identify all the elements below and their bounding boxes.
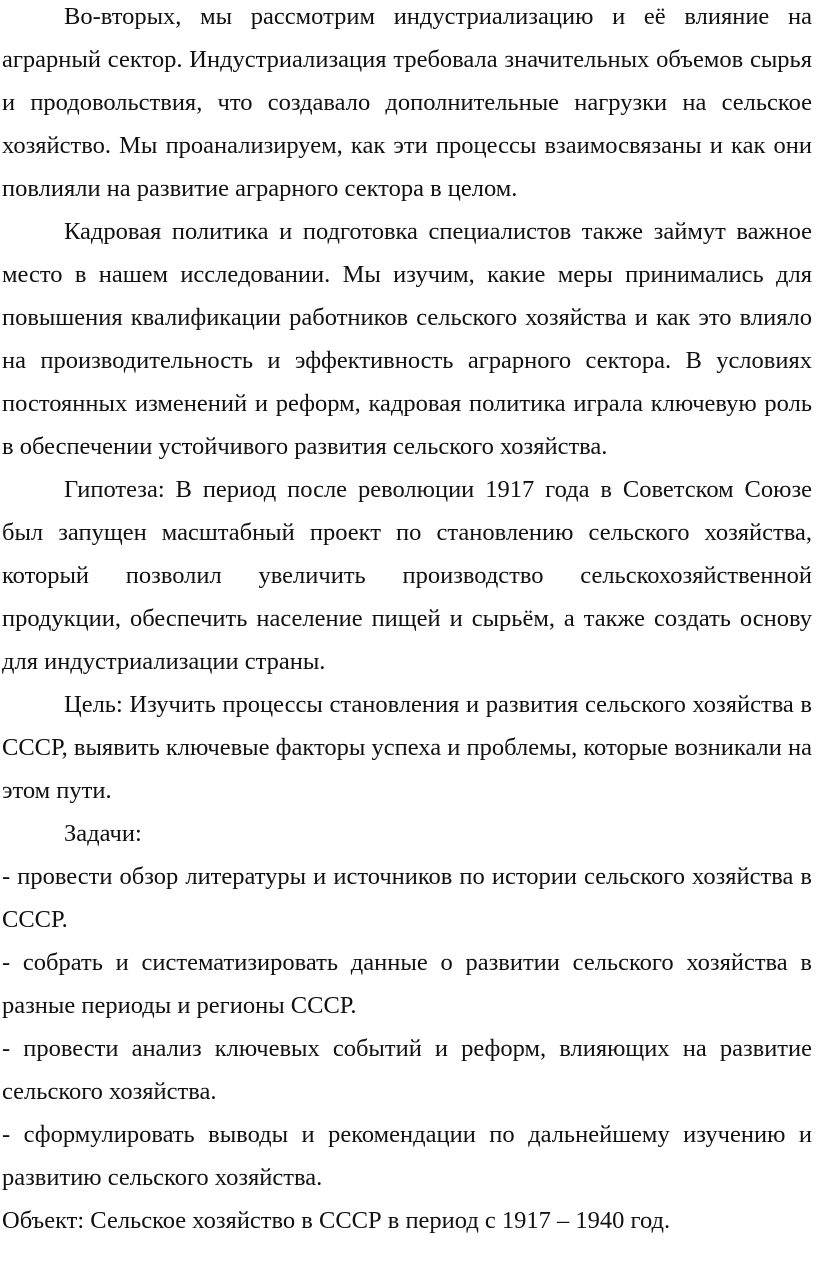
task-item: - провести обзор литературы и источников по истории сельского хозяйства в СССР.: [2, 863, 812, 933]
paragraph-industrialization: Во-вторых, мы рассмотрим индустриализацию и её влияние на аграрный сектор. Индустриализация требовала значительных объемов сырья и продовольствия, что создавало дополнительные нагрузки на сельское хозяйство. Мы проанализируем, как эти процессы взаимосвязаны и как они повлияли на развитие аграрного сектора в целом.: [2, 3, 812, 202]
tasks-heading: Задачи:: [64, 820, 142, 847]
task-item: - собрать и систематизировать данные о развитии сельского хозяйства в разные периоды и регионы СССР.: [2, 949, 812, 1019]
research-object: Объект: Сельское хозяйство в СССР в период с 1917 – 1940 год.: [2, 1207, 671, 1234]
paragraph-personnel-policy: Кадровая политика и подготовка специалистов также займут важное место в нашем исследовании. Мы изучим, какие меры принимались для повышения квалификации работников сельского хозяйства и как это влияло на производительность и эффективность аграрного сектора. В условиях постоянных изменений и реформ, кадровая политика играла ключевую роль в обеспечении устойчивого развития сельского хозяйства.: [2, 218, 812, 460]
document-body: [2, 0, 812, 1242]
paragraph-goal: Цель: Изучить процессы становления и развития сельского хозяйства в СССР, выявить ключевые факторы успеха и проблемы, которые возникали на этом пути.: [2, 691, 812, 804]
task-item: - сформулировать выводы и рекомендации по дальнейшему изучению и развитию сельского хозяйства.: [2, 1121, 812, 1191]
task-item: - провести анализ ключевых событий и реформ, влияющих на развитие сельского хозяйства.: [2, 1035, 812, 1105]
paragraph-hypothesis: Гипотеза: В период после революции 1917 года в Советском Союзе был запущен масштабный проект по становлению сельского хозяйства, который позволил увеличить производство сельскохозяйственной продукции, обеспечить население пищей и сырьём, а также создать основу для индустриализации страны.: [2, 476, 812, 675]
